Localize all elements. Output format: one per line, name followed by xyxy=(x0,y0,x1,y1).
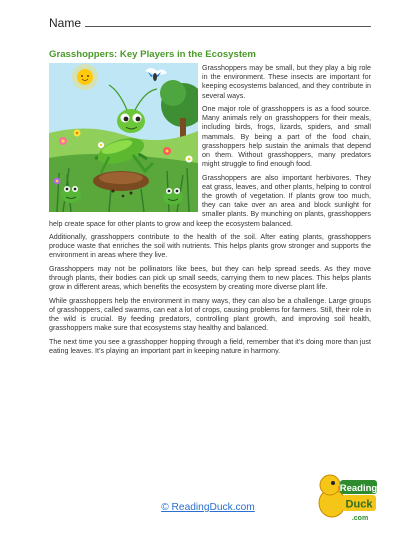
paragraph-food-source: One major role of grasshoppers is as a food source. Many animals rely on grasshoppers for their meals, including birds, frogs, lizards, spiders, and small mammals. By being a part of the food chain, grasshoppers help sustain the animals that depend on them. Without grasshoppers, many predators might struggle to find enough food. xyxy=(202,105,371,169)
paragraph-herbivores: Grasshoppers are also important herbivores. They eat grass, leaves, and other plants, helping to control the growth of vegetation. If plants grow too much, they can take over an area and block sunlight for smaller plants. By munching on plants, grasshoppers help create space for other plants to grow and keep the ecosystem balanced. xyxy=(49,173,371,228)
name-label: Name xyxy=(49,16,82,30)
paragraph-challenges: While grasshoppers help the environment in many ways, they can also be a challenge. Large groups of grasshoppers, called swarms, can eat a lot of crops, causing problems for farmers. Still, their role in the wild is crucial. By feeding predators, controlling plant growth, and improving soil health, grasshoppers make sure that ecosystems stay healthy and balanced. xyxy=(49,296,371,333)
illustration-wrap-space xyxy=(49,64,198,215)
paragraph-seed-spread: Grasshoppers may not be pollinators like bees, but they can help spread seeds. As they move through plants, their bodies can pick up small seeds, carrying them to new places. This helps plants grow in different areas, which benefits the ecosystem by creating more diverse plant life. xyxy=(49,264,371,292)
logo-text-duck: Duck xyxy=(345,498,373,511)
article-body xyxy=(49,64,371,360)
paragraph-conclusion: The next time you see a grasshopper hopping through a field, remember that it’s doing more than just eating leaves. It’s playing an important part in keeping nature in harmony. xyxy=(49,337,371,355)
logo-text-com: .com xyxy=(351,515,369,522)
paragraph-soil-health: Additionally, grasshoppers contribute to the health of the soil. After eating plants, grasshoppers produce waste that enriches the soil with nutrients. This helps plants grow stronger and supports the environment in areas where they live. xyxy=(49,233,371,260)
article-title: Grasshoppers: Key Players in the Ecosystem xyxy=(49,49,256,60)
readingduck-link[interactable]: © ReadingDuck.com xyxy=(161,502,255,513)
name-field-row xyxy=(49,13,371,29)
paragraph-intro: Grasshoppers may be small, but they play a big role in the environment. These insects are important for keeping ecosystems balanced, and they contribute in several ways. xyxy=(202,64,371,100)
logo-text-reading: Reading xyxy=(339,483,378,494)
readingduck-logo xyxy=(316,467,378,525)
name-blank-line[interactable] xyxy=(85,26,371,27)
